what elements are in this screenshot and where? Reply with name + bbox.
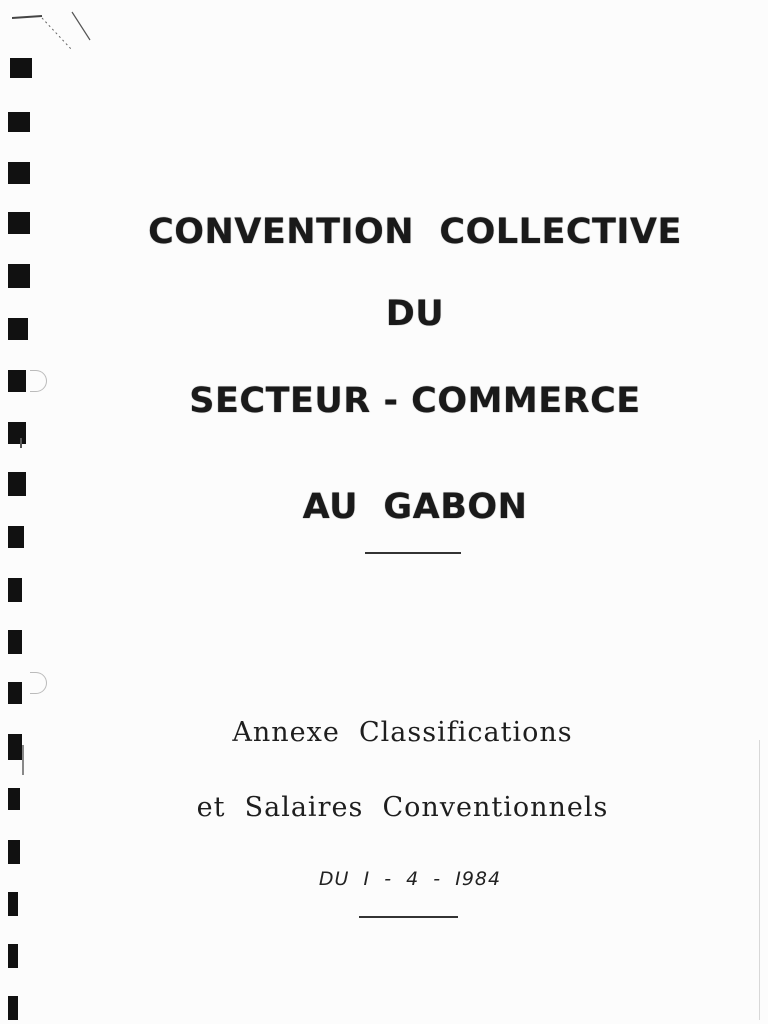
- document-date: DU I - 4 - I984: [318, 868, 502, 890]
- subtitle-line-1: Annexe Classifications: [232, 717, 573, 748]
- divider-rule: [365, 552, 461, 554]
- subtitle-line-2: et Salaires Conventionnels: [196, 792, 609, 823]
- title-line-4: AU GABON: [302, 487, 528, 527]
- title-line-1: CONVENTION COLLECTIVE: [148, 212, 682, 252]
- title-line-3: SECTEUR - COMMERCE: [189, 381, 641, 421]
- title-line-2: DU: [385, 294, 445, 334]
- scan-artifact: [12, 10, 102, 70]
- divider-rule-bottom: [359, 916, 458, 918]
